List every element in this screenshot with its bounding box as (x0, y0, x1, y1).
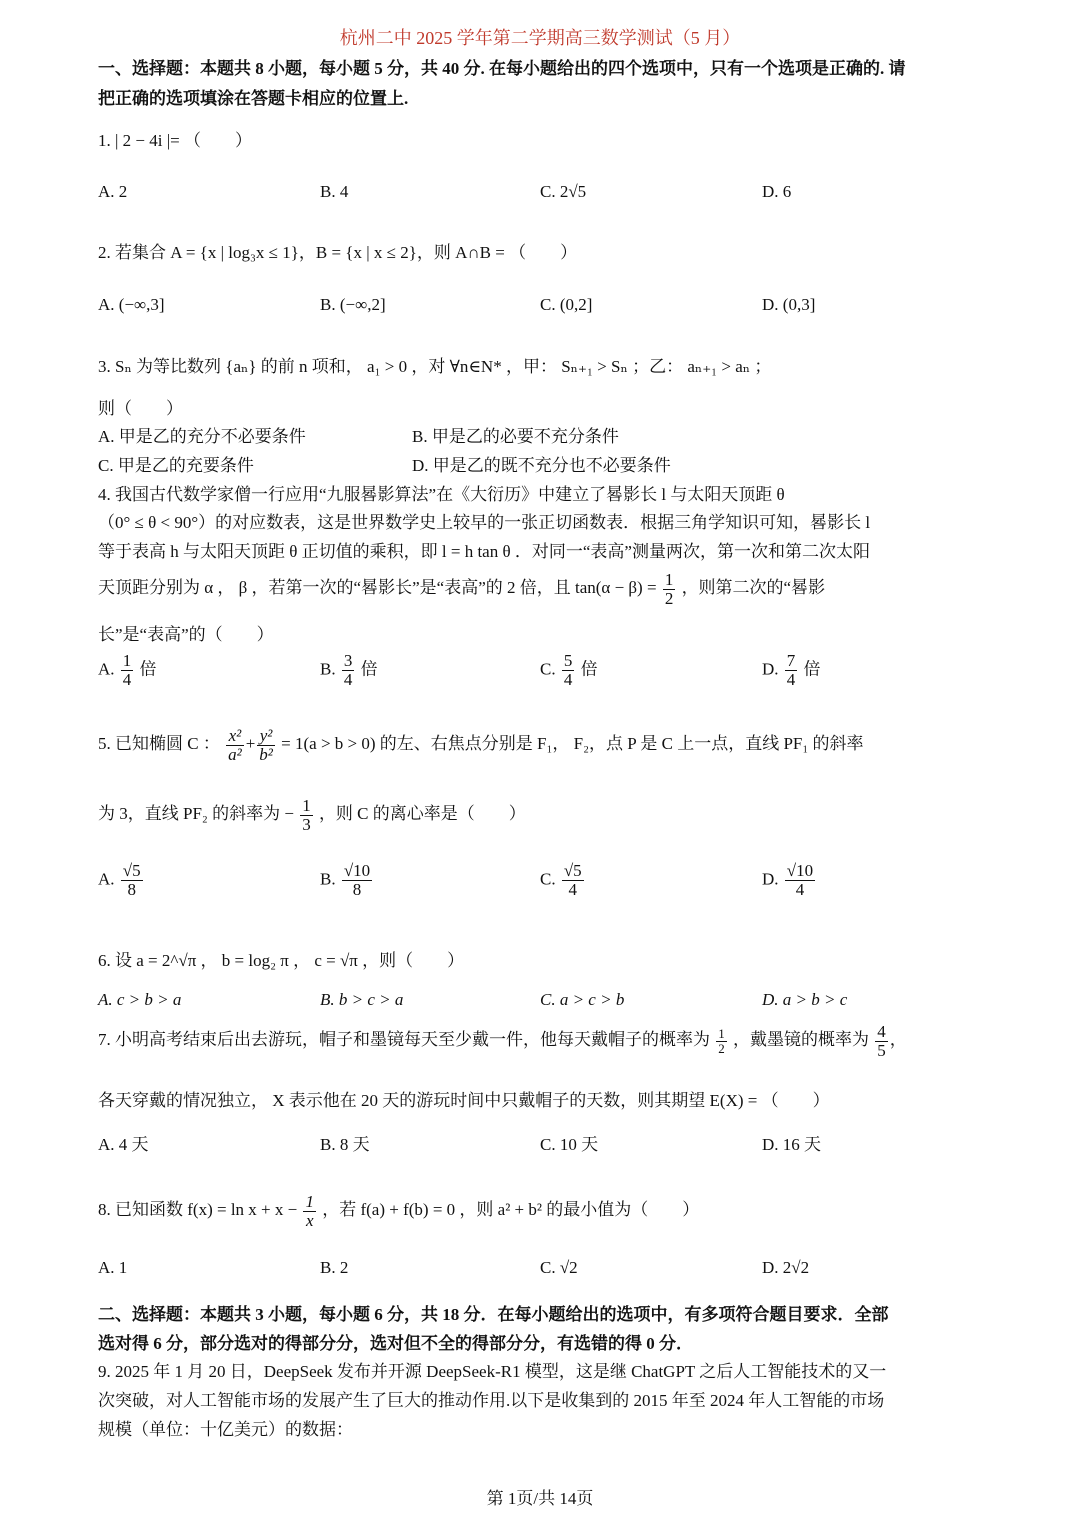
q5-y-fraction: $\frac{\text{y²}}{\text{b²}}$ (259, 725, 273, 764)
q7-line1-text-b: ，戴墨镜的概率为 (733, 1030, 869, 1049)
q7-line1-text-a: 7. 小明高考结束后出去游玩，帽子和墨镜每天至少戴一件，他每天戴帽子的概率为 (98, 1030, 710, 1049)
q5-line1: 5. 已知椭圆 C ： $\frac{\text{x²}}{\text{a²}}$ + $\frac{\text{y²}}{\text{b²}}$ = 1(a > b > 0) 的左、右焦点分别是 F₁， F₂，点 P 是 C 上一点，直线 PF₁ 的斜率 (98, 725, 864, 764)
q4-option-a-unit: 倍 (139, 659, 157, 679)
q5-option-b-fraction (342, 862, 372, 899)
q6-option-d: D. a > b > c (762, 990, 848, 1009)
q4-option-c-label: C. (540, 659, 556, 679)
q5-option-c (540, 862, 586, 899)
q4-option-c-unit: 倍 (580, 659, 598, 679)
q5-option-a-fraction (121, 862, 143, 899)
q4-line1: 4. 我国古代数学家僧一行应用“九服晷影算法”在《大衍历》中建立了晷影长 l 与太阳天顶距 θ (98, 485, 785, 504)
q4-line5: 长”是“表高”的（ ） (98, 625, 274, 644)
q5-slope-fraction (300, 797, 313, 834)
section1-heading-line2: 把正确的选项填涂在答题卡相应的位置上. (98, 89, 409, 108)
q5-slope-num: 1 (302, 795, 311, 815)
q5-option-c-num: √5 (563, 861, 582, 880)
q5-option-b (320, 862, 374, 899)
q2-option-d: D. (0,3] (762, 295, 816, 314)
q5-option-a-den: 8 (127, 879, 136, 899)
q5-line2-text-a: 为 3，直线 PF₂ 的斜率为 − (98, 804, 294, 823)
q4-option-b-unit: 倍 (360, 659, 378, 679)
q4-option-d-label: D. (762, 659, 779, 679)
q4-option-c-num: 5 (563, 651, 573, 670)
q5-option-d-label: D. (762, 869, 779, 889)
q4-option-a (98, 652, 157, 689)
q7-hat-den: 2 (718, 1040, 725, 1056)
q4-line3: 等于表高 h 与太阳天顶距 θ 正切值的乘积，即 l = h tan θ ．对同一“表高”测量两次，第一次和第二次太阳 (98, 542, 870, 561)
section1-heading-line1: 一、选择题：本题共 8 小题，每小题 5 分，共 40 分. 在每小题给出的四个选项中，只有一个选项是正确的. 请 (98, 59, 906, 78)
q5-option-d-den: 4 (795, 879, 805, 899)
q2-option-c: C. (0,2] (540, 295, 593, 314)
section2-heading-line1: 二、选择题：本题共 3 小题，每小题 6 分，共 18 分．在每小题给出的选项中，有多项符合题目要求．全部 (98, 1305, 889, 1324)
q2-option-b: B. (−∞,2] (320, 295, 386, 314)
q4-option-a-num: 1 (122, 651, 132, 670)
q8-option-c: C. √2 (540, 1258, 578, 1277)
q4-option-c-fraction (562, 652, 575, 689)
q3-option-b: B. 甲是乙的必要不充分条件 (412, 427, 619, 446)
q9-line3: 规模（单位：十亿美元）的数据： (98, 1420, 353, 1439)
q5-option-a-num: √5 (122, 861, 141, 880)
q7-hat-fraction (716, 1027, 727, 1055)
q7-option-b: B. 8 天 (320, 1135, 370, 1154)
q4-option-a-fraction (121, 652, 134, 689)
q5-x-fraction: $\frac{\text{x²}}{\text{a²}}$ (228, 725, 242, 764)
q8-line1-text-a: 8. 已知函数 f(x) = ln x + x − (98, 1200, 298, 1219)
q5-option-a-label: A. (98, 869, 115, 889)
q9-line1: 9. 2025 年 1 月 20 日，DeepSeek 发布并开源 DeepSeek-R1 模型，这是继 ChatGPT 之后人工智能技术的又一 (98, 1362, 887, 1381)
q5-option-a (98, 862, 145, 899)
q5-option-b-num: √10 (343, 861, 371, 880)
q3-option-a: A. 甲是乙的充分不必要条件 (98, 427, 306, 446)
q4-option-d (762, 652, 821, 689)
q4-option-a-label: A. (98, 659, 115, 679)
q4-option-b-den: 4 (343, 669, 353, 689)
q6-option-a: A. c > b > a (98, 990, 182, 1009)
q7-option-a: A. 4 天 (98, 1135, 149, 1154)
q8-fraction (303, 1193, 316, 1230)
q7-option-d: D. 16 天 (762, 1135, 822, 1154)
q4-tan-den: 2 (664, 588, 674, 608)
page-title: 杭州二中 2025 学年第二学期高三数学测试（5 月） (339, 28, 741, 48)
q4-line2: （0° ≤ θ < 90°）的对应数表，这是世界数学史上较早的一张正切函数表．根据三角学知识可知，晷影长 l (98, 513, 871, 532)
q4-tan-fraction (663, 571, 676, 608)
q8-line1-text-b: ，若 f(a) + f(b) = 0 ，则 a² + b² 的最小值为（ ） (322, 1200, 700, 1219)
page-footer: 第 1页/共 14页 (486, 1489, 594, 1508)
q4-option-b (320, 652, 378, 689)
q8-den: x (305, 1210, 314, 1230)
q5-line1-text-b: = 1(a > b > 0) 的左、右焦点分别是 F₁， F₂，点 P 是 C 上一点，直线 PF₁ 的斜率 (281, 734, 864, 753)
q3-option-c: C. 甲是乙的充要条件 (98, 456, 254, 475)
q7-line2: 各天穿戴的情况独立， X 表示他在 20 天的游玩时间中只戴帽子的天数，则其期望 E(X) = （ ） (98, 1091, 830, 1110)
q7-glasses-den: 5 (877, 1040, 886, 1060)
q6-option-c: C. a > c > b (540, 990, 625, 1009)
q5-line1-text-a: 5. 已知椭圆 C ： (98, 734, 220, 753)
q4-option-a-den: 4 (122, 669, 132, 689)
q9-line2: 次突破，对人工智能市场的发展产生了巨大的推动作用.以下是收集到的 2015 年至 2024 年人工智能的市场 (98, 1391, 885, 1410)
q5-option-b-label: B. (320, 869, 336, 889)
section2-heading-line2: 选对得 6 分，部分选对的得部分分，选对但不全的得部分分，有选错的得 0 分． (98, 1334, 693, 1353)
q7-hat-num: 1 (718, 1025, 725, 1041)
q8-num: 1 (305, 1191, 314, 1211)
q1-option-c: C. 2√5 (540, 182, 587, 201)
q8-line1 (98, 1188, 699, 1232)
q2-stem: 2. 若集合 A = {x | log₃x ≤ 1}，B = {x | x ≤ 2}，则 A∩B = （ ） (98, 243, 578, 262)
q8-option-d: D. 2√2 (762, 1258, 810, 1277)
q5-line2-text-b: ，则 C 的离心率是（ ） (318, 804, 526, 823)
q4-line4 (98, 566, 825, 610)
q2-option-a: A. (−∞,3] (98, 295, 165, 314)
q5-option-b-den: 8 (352, 879, 362, 899)
q7-glasses-num: 4 (877, 1021, 886, 1041)
q6-option-b: B. b > c > a (320, 990, 404, 1009)
q5-slope-den: 3 (302, 814, 311, 834)
q8-option-a: A. 1 (98, 1258, 128, 1277)
q4-option-d-num: 7 (786, 651, 796, 670)
q7-line1: 7. 小明高考结束后出去游玩，帽子和墨镜每天至少戴一件，他每天戴帽子的概率为 $\frac{1}{2}$ ，戴墨镜的概率为 $\frac{4}{5}$ ， (98, 1021, 907, 1060)
q4-line4-text-a: 天顶距分别为 α ， β ，若第一次的“晷影长”是“表高”的 2 倍，且 tan(α − β) = (98, 578, 657, 597)
q1-option-b: B. 4 (320, 182, 349, 201)
q5-option-d (762, 862, 817, 899)
q3-option-d: D. 甲是乙的既不充分也不必要条件 (412, 456, 671, 475)
q1-stem: 1. | 2 − 4i |= （ ） (98, 131, 252, 150)
q8-option-b: B. 2 (320, 1258, 349, 1277)
q4-option-c (540, 652, 598, 689)
q5-option-d-fraction (785, 862, 815, 899)
q4-option-d-unit: 倍 (803, 659, 821, 679)
q4-option-b-fraction (342, 652, 355, 689)
q5-option-c-label: C. (540, 869, 556, 889)
q5-option-c-fraction (562, 862, 584, 899)
q4-option-d-fraction (785, 652, 798, 689)
q4-line4-text-b: ，则第二次的“晷影 (681, 578, 826, 597)
q3-stem: 3. Sₙ 为等比数列 {aₙ} 的前 n 项和， a₁ > 0 ，对 ∀n∈N* ，甲： Sₙ₊₁ > Sₙ ；乙： aₙ₊₁ > aₙ ； (98, 357, 772, 376)
q4-tan-num: 1 (664, 569, 674, 589)
q7-glasses-fraction (875, 1023, 888, 1060)
q3-stem-then: 则（ ） (98, 399, 183, 418)
q7-option-c: C. 10 天 (540, 1135, 599, 1154)
q5-line2 (98, 792, 526, 836)
q1-option-a: A. 2 (98, 182, 128, 201)
q6-stem: 6. 设 a = 2^√π ， b = log₂ π ， c = √π ，则（ ） (98, 951, 465, 970)
q1-option-d: D. 6 (762, 182, 792, 201)
q4-option-b-num: 3 (343, 651, 353, 670)
q5-option-c-den: 4 (568, 879, 578, 899)
q4-option-b-label: B. (320, 659, 336, 679)
q4-option-d-den: 4 (786, 669, 796, 689)
q5-option-d-num: √10 (786, 861, 814, 880)
q4-option-c-den: 4 (563, 669, 573, 689)
